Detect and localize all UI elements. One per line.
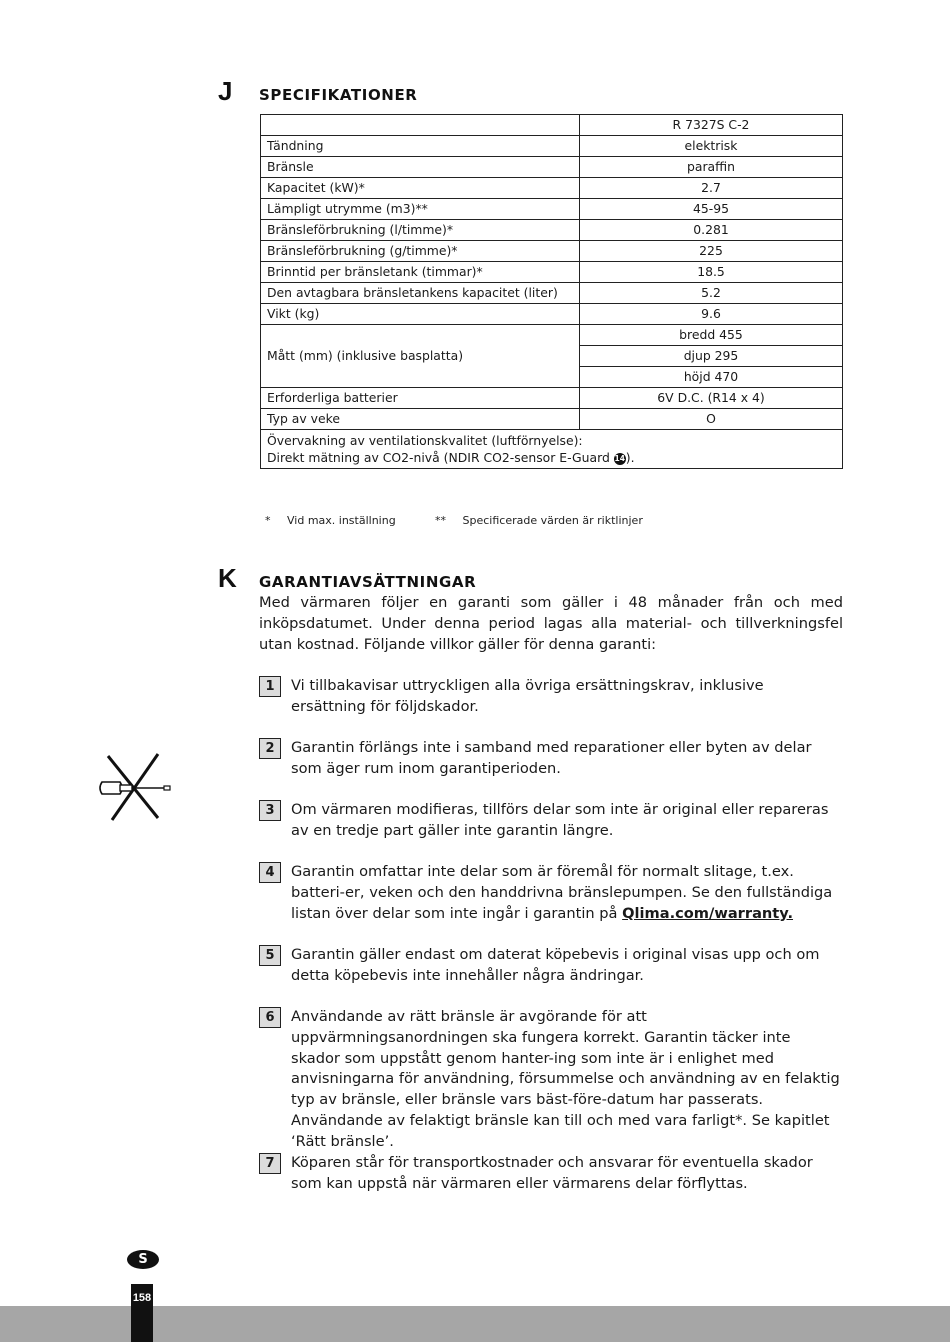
footnote-2-text: Specificerade värden är riktlinjer	[462, 514, 643, 527]
warranty-item-2	[259, 738, 843, 780]
item-text: Användande av rätt bränsle är avgörande för att uppvärmningsanordningen ska fungera korrekt. Garantin täcker inte skador som uppstått genom hanter-ing som inte är i enlighet med anvisningarna för användning, försummelse och användning av en felaktig typ av bränsle, eller bränsle vars bäst-före-datum har passerats. Användande av felaktigt bränsle kan till och med vara farligt*. Se kapitlet ‘Rätt bränsle’.	[291, 1008, 840, 1150]
item-text: Garantin gäller endast om daterat köpebevis i original visas upp och om detta köpebevis inte innehåller några ändringar.	[291, 946, 820, 984]
spec-value: 225	[580, 241, 843, 262]
spec-row	[261, 409, 843, 430]
spec-value: 5.2	[580, 283, 843, 304]
ventilation-line-1: Övervakning av ventilationskvalitet (luftförnyelse):	[267, 433, 583, 448]
page-number: 158	[132, 1292, 152, 1304]
spec-row	[261, 262, 843, 283]
ventilation-line-2-text: Direkt mätning av CO2-nivå (NDIR CO2-sensor E-Guard	[267, 450, 614, 465]
footnote-2	[435, 514, 643, 527]
spec-label: Bränsleförbrukning (l/timme)*	[261, 220, 580, 241]
model-header: R 7327S C-2	[580, 115, 843, 136]
crossed-screwdriver-icon	[98, 752, 174, 822]
reference-number-badge: 14	[614, 453, 625, 463]
spec-value: 9.6	[580, 304, 843, 325]
specifications-table	[260, 114, 843, 469]
spec-value: paraffin	[580, 157, 843, 178]
spec-row	[261, 388, 843, 409]
item-text: Köparen står för transportkostnader och ansvarar för eventuella skador som kan uppstå när värmaren eller värmarens delar förflyttas.	[291, 1154, 813, 1192]
spec-label: Erforderliga batterier	[261, 388, 580, 409]
section-title-warranty: GARANTIAVSÄTTNINGAR	[259, 573, 477, 591]
footnote-1-text: Vid max. inställning	[287, 514, 396, 527]
section-title-specifications: SPECIFIKATIONER	[259, 86, 418, 104]
item-number-badge: 1	[259, 676, 281, 697]
warranty-item-4	[259, 862, 843, 924]
item-text: Garantin förlängs inte i samband med reparationer eller byten av delar som äger rum inom garantiperioden.	[291, 739, 812, 777]
ventilation-line-2-end: ).	[625, 450, 635, 465]
item-text: Vi tillbakavisar uttryckligen alla övriga ersättningskrav, inklusive ersättning för följdskador.	[291, 677, 764, 715]
spec-value: 0.281	[580, 220, 843, 241]
dimension-width: bredd 455	[580, 325, 843, 346]
footnote-2-mark: **	[435, 514, 446, 527]
spec-row	[261, 157, 843, 178]
warranty-item-7	[259, 1153, 843, 1195]
spec-row	[261, 283, 843, 304]
spec-row	[261, 220, 843, 241]
spec-label: Mått (mm) (inklusive basplatta)	[261, 325, 580, 388]
spec-value: 2.7	[580, 178, 843, 199]
ventilation-row	[261, 430, 843, 469]
item-number-badge: 6	[259, 1007, 281, 1028]
footnote-1-mark: *	[265, 514, 271, 527]
item-number-badge: 3	[259, 800, 281, 821]
item-number-badge: 4	[259, 862, 281, 883]
warranty-intro: Med värmaren följer en garanti som gäller i 48 månader från och med inköpsdatumet. Under denna period lagas alla material- och tillverkningsfel utan kostnad. Följande villkor gäller för denna garanti:	[259, 594, 843, 653]
table-header-row	[261, 115, 843, 136]
item-number-badge: 2	[259, 738, 281, 759]
ventilation-cell	[261, 430, 843, 469]
spec-label: Typ av veke	[261, 409, 580, 430]
item-text-body: Garantin omfattar inte delar som är föremål för normalt slitage, t.ex. batteri-er, veken och den handdrivna bränslepumpen. Se den fullständiga listan över delar som inte ingår i garantin på	[291, 863, 833, 922]
warranty-item-1	[259, 676, 843, 718]
ventilation-line-2	[267, 449, 842, 466]
spec-label: Den avtagbara bränsletankens kapacitet (liter)	[261, 283, 580, 304]
spec-label: Vikt (kg)	[261, 304, 580, 325]
spec-label: Bränsleförbrukning (g/timme)*	[261, 241, 580, 262]
spec-row	[261, 241, 843, 262]
section-letter-j: J	[218, 76, 233, 106]
spec-row	[261, 178, 843, 199]
dimension-height: höjd 470	[580, 367, 843, 388]
warranty-item-5	[259, 945, 843, 987]
spec-label: Kapacitet (kW)*	[261, 178, 580, 199]
warranty-item-6	[259, 1007, 843, 1153]
spec-value: 45-95	[580, 199, 843, 220]
item-number-badge: 5	[259, 945, 281, 966]
spec-value: 6V D.C. (R14 x 4)	[580, 388, 843, 409]
warranty-link[interactable]: Qlima.com/warranty.	[622, 904, 794, 922]
spec-dimension-row	[261, 325, 843, 346]
warranty-item-3	[259, 800, 843, 842]
language-badge: S	[127, 1250, 159, 1269]
item-text: Om värmaren modifieras, tillförs delar som inte är original eller repareras av en tredje part gäller inte garantin längre.	[291, 801, 829, 839]
dimension-depth: djup 295	[580, 346, 843, 367]
spec-row	[261, 304, 843, 325]
spec-row	[261, 199, 843, 220]
spec-label: Tändning	[261, 136, 580, 157]
footnote-1	[265, 514, 396, 527]
item-number-badge: 7	[259, 1153, 281, 1174]
spec-row	[261, 136, 843, 157]
spec-value: 18.5	[580, 262, 843, 283]
spec-label: Bränsle	[261, 157, 580, 178]
spec-label: Lämpligt utrymme (m3)**	[261, 199, 580, 220]
table-header-empty	[261, 115, 580, 136]
section-letter-k: K	[218, 563, 237, 593]
spec-value: elektrisk	[580, 136, 843, 157]
spec-label: Brinntid per bränsletank (timmar)*	[261, 262, 580, 283]
spec-value: O	[580, 409, 843, 430]
item-text	[291, 862, 843, 924]
